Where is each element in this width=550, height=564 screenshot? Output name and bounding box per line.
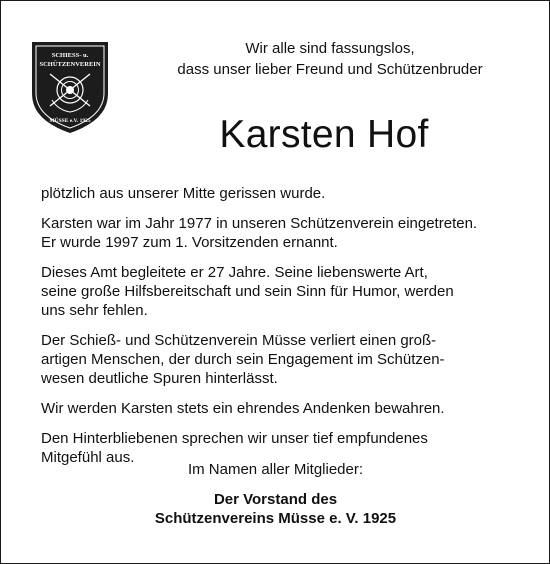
paragraph-line: seine große Hilfsbereitschaft und sein Sinn für Humor, werden — [41, 283, 454, 300]
paragraph-line: wesen deutliche Spuren hinterlässt. — [41, 370, 278, 387]
paragraph-line: artigen Menschen, der durch sein Engagement im Schützen- — [41, 351, 445, 368]
paragraph-line: uns sehr fehlen. — [41, 302, 148, 319]
paragraph-line: Dieses Amt begleitete er 27 Jahre. Seine liebenswerte Art, — [41, 264, 428, 281]
paragraph-line: plötzlich aus unserer Mitte gerissen wurde. — [41, 185, 326, 202]
svg-text:SCHÜTZENVEREIN: SCHÜTZENVEREIN — [39, 61, 101, 68]
shooting-club-crest-icon — [28, 36, 112, 136]
obituary-body — [41, 184, 510, 467]
closing-line — [41, 460, 510, 479]
signature-line: Schützenvereins Müsse e. V. 1925 — [154, 510, 397, 527]
deceased-name: Karsten Hof — [219, 113, 429, 156]
paragraph-line: Der Schieß- und Schützenverein Müsse verliert einen groß- — [41, 332, 437, 349]
intro-text — [131, 38, 529, 80]
paragraph-line: Mitgefühl aus. — [41, 449, 135, 466]
paragraph-line: Wir werden Karsten stets ein ehrendes Andenken bewahren. — [41, 400, 445, 417]
closing-text: Im Namen aller Mitglieder: — [187, 461, 364, 478]
paragraph-line: Er wurde 1997 zum 1. Vorsitzenden ernannt. — [41, 234, 338, 251]
svg-text:SCHIESS- u.: SCHIESS- u. — [51, 52, 89, 59]
signature-line: Der Vorstand des — [213, 491, 338, 508]
signature-block — [41, 490, 510, 528]
paragraph-line: Karsten war im Jahr 1977 in unseren Schützenverein eingetreten. — [41, 215, 478, 232]
intro-line: dass unser lieber Freund und Schützenbruder — [177, 61, 483, 78]
intro-line: Wir alle sind fassungslos, — [245, 40, 415, 57]
svg-text:MÜSSE e.V. 1925: MÜSSE e.V. 1925 — [49, 118, 91, 124]
paragraph-line: Den Hinterbliebenen sprechen wir unser tief empfundenes — [41, 430, 428, 447]
